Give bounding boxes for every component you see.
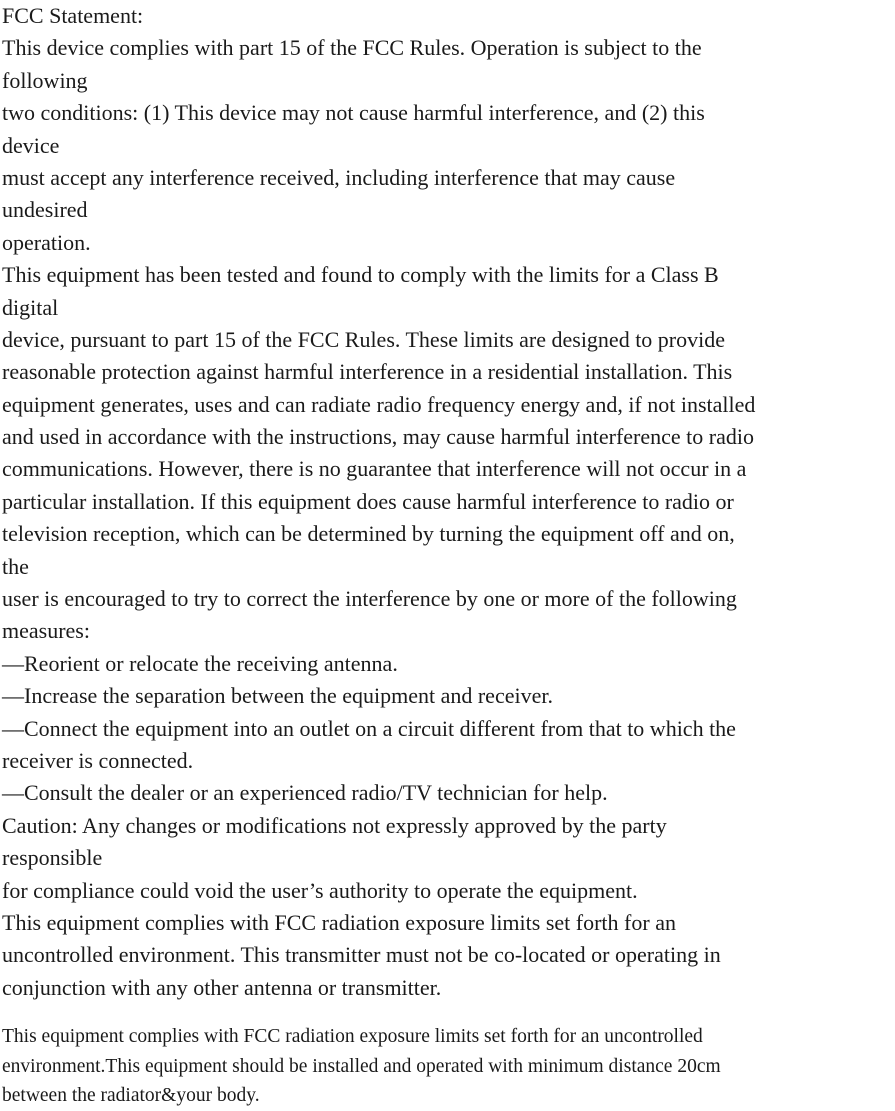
text-line: reasonable protection against harmful interference in a residential installation. This	[2, 359, 733, 385]
text-line: communications. However, there is no guarantee that interference will not occur in a	[2, 456, 747, 482]
text-line: This equipment has been tested and found to comply with the limits for a Class B	[2, 262, 719, 288]
text-line: device, pursuant to part 15 of the FCC Rules. These limits are designed to provide	[2, 326, 726, 352]
text-line: following	[2, 67, 88, 93]
text-line: undesired	[2, 197, 88, 223]
text-line: equipment generates, uses and can radiate radio frequency energy and, if not installed	[2, 391, 756, 417]
text-line: two conditions: (1) This device may not cause harmful interference, and (2) this	[2, 100, 705, 126]
radiation-exposure-note	[2, 1022, 893, 1111]
text-line: receiver is connected.	[2, 747, 194, 773]
measure-item: —Consult the dealer or an experienced radio/TV technician for help.	[2, 780, 608, 806]
text-line: must accept any interference received, including interference that may cause	[2, 164, 676, 190]
text-line: This equipment complies with FCC radiation exposure limits set forth for an	[2, 909, 676, 935]
text-line: and used in accordance with the instructions, may cause harmful interference to radio	[2, 424, 754, 450]
text-line: user is encouraged to try to correct the interference by one or more of the following	[2, 586, 737, 612]
document-page	[2, 0, 893, 1111]
measure-item: —Reorient or relocate the receiving antenna.	[2, 650, 398, 676]
paragraph-gap	[2, 1004, 893, 1022]
text-line: operation.	[2, 229, 91, 255]
text-line: the	[2, 553, 29, 579]
footer-line: This equipment complies with FCC radiation exposure limits set forth for an uncontrolled	[2, 1026, 703, 1048]
caution-line: Caution: Any changes or modifications not expressly approved by the party	[2, 812, 667, 838]
measure-item: —Connect the equipment into an outlet on a circuit different from that to which the	[2, 715, 736, 741]
text-line: conjunction with any other antenna or transmitter.	[2, 974, 442, 1000]
text-line: responsible	[2, 845, 103, 871]
text-line: device	[2, 132, 60, 158]
text-line: for compliance could void the user’s authority to operate the equipment.	[2, 877, 638, 903]
heading-line: FCC Statement:	[2, 3, 144, 28]
text-line: television reception, which can be determined by turning the equipment off and on,	[2, 521, 735, 547]
text-line: digital	[2, 294, 59, 320]
footer-line: between the radiator&your body.	[2, 1085, 260, 1107]
text-line: measures:	[2, 618, 90, 644]
text-line: uncontrolled environment. This transmitter must not be co-located or operating in	[2, 942, 721, 968]
text-line: This device complies with part 15 of the FCC Rules. Operation is subject to the	[2, 35, 702, 61]
fcc-statement-body	[2, 0, 893, 1004]
text-line: particular installation. If this equipment does cause harmful interference to radio or	[2, 488, 734, 514]
footer-line: environment.This equipment should be installed and operated with minimum distance 20cm	[2, 1055, 721, 1077]
measure-item: —Increase the separation between the equipment and receiver.	[2, 683, 553, 709]
